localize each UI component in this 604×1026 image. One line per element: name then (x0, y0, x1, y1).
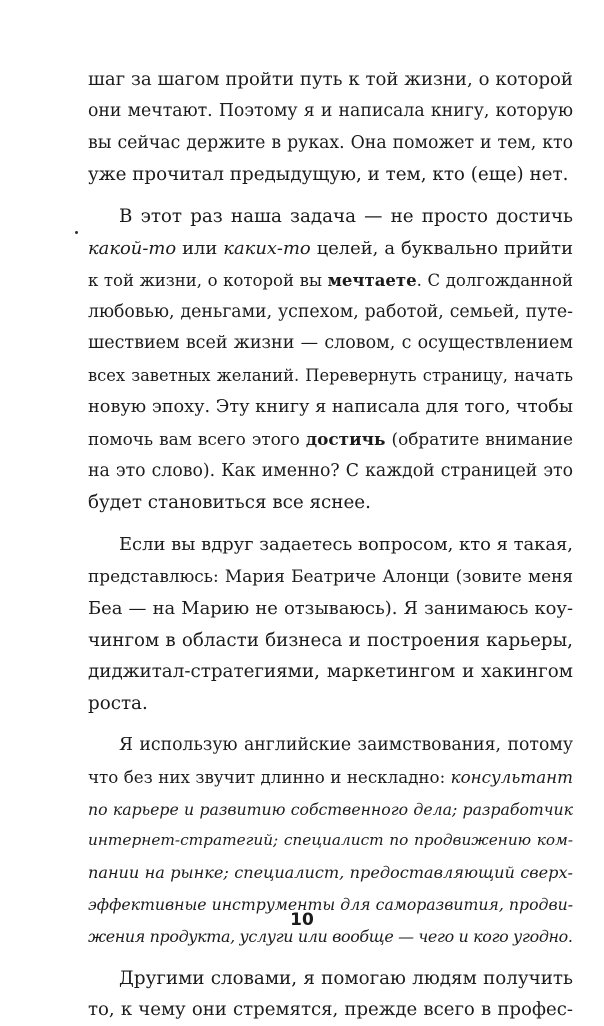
text-line: какой-то или каких-то целей, а буквально прийти (88, 237, 573, 259)
page-number: 10 (290, 910, 314, 930)
text-line: помочь вам всего этого достичь (обратите внимание (88, 428, 574, 449)
paragraph (88, 201, 573, 519)
text-line: шаг за шагом пройти путь к той жизни, о которой (88, 69, 573, 90)
page-body (88, 64, 573, 1026)
text-line: диджитал-стратегиями, маркетингом и хакингом (88, 661, 573, 683)
text-line: новую эпоху. Эту книгу я написала для того, чтобы (88, 396, 573, 417)
paragraph (88, 64, 573, 191)
paragraph (88, 529, 573, 720)
paragraph (88, 963, 573, 1026)
text-line: Беа — на Марию не отзываюсь). Я занимаюсь коу- (88, 597, 573, 619)
text-line: они мечтают. Поэтому я и написала книгу, которую (88, 100, 573, 121)
text-line: на это слово). Как именно? С каждой страницей это (88, 460, 573, 481)
text-line: пании на рынке; специалист, предоставляющий сверх- (88, 863, 573, 883)
text-line: уже прочитал предыдущую, и тем, кто (еще) нет. (88, 164, 569, 186)
text-line: чингом в области бизнеса и построения карьеры, (88, 629, 573, 651)
text-line: к той жизни, о которой вы мечтаете. С долгожданной (88, 270, 573, 290)
text-line: жения продукта, услуги или вообще — чего и кого угодно. (88, 926, 573, 946)
text-line: роста. (88, 693, 148, 715)
text-line: В этот раз наша задача — не просто достичь (119, 206, 573, 228)
margin-mark (75, 231, 78, 234)
text-line: Я использую английские заимствования, потому (119, 734, 573, 755)
text-line: всех заветных желаний. Перевернуть страницу, начать (88, 366, 573, 386)
text-line: что без них звучит длинно и нескладно: консультант (88, 766, 573, 787)
text-line: любовью, деньгами, успехом, работой, семьей, путе- (88, 301, 573, 322)
text-line: вы сейчас держите в руках. Она поможет и тем, кто (88, 132, 573, 153)
text-line: Другими словами, я помогаю людям получить (119, 967, 573, 989)
text-line: по карьере и развитию собственного дела; разработчик (88, 799, 573, 819)
text-line: представлюсь: Мария Беатриче Алонци (зовите меня (88, 565, 573, 586)
text-line: эффективные инструменты для саморазвития, продви- (88, 894, 573, 914)
text-line: то, к чему они стремятся, прежде всего в профес- (88, 999, 573, 1021)
text-line: будет становиться все яснее. (88, 492, 371, 514)
text-line: интернет-стратегий; специалист по продвижению ком- (88, 831, 573, 850)
text-line: Если вы вдруг задаетесь вопросом, кто я такая, (119, 534, 573, 556)
text-line: шествием всей жизни — словом, с осуществлением (88, 333, 573, 354)
